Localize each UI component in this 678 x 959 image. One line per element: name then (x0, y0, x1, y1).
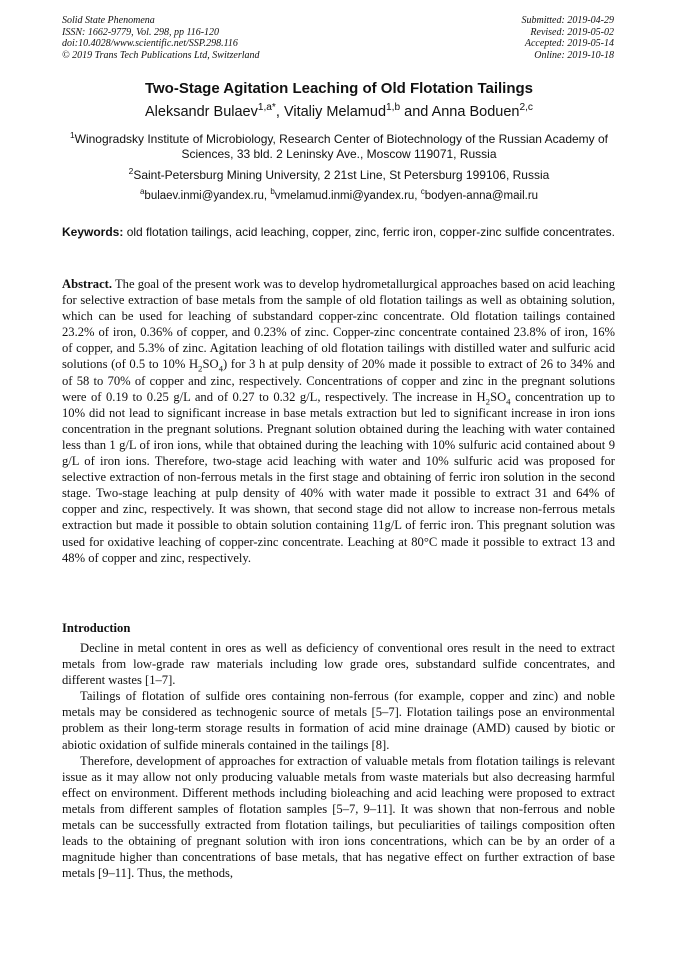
abstract (62, 276, 615, 566)
subscript: 4 (506, 396, 511, 407)
affiliation-2 (60, 168, 618, 183)
abstract-text: concentration up to 10% did not lead to significant increase in base metals extraction but led to significant increase in iron ions concentration in the pregnant solutions. Pregnant solution obtained during the leaching with water contained less than 1 g/L of iron ions, while that obtained during the leaching with 10% sulfuric acid contained about 9 g/L of iron ions. Therefore, two-stage acid leaching with water and 10% sulfuric acid was proposed for selective extraction of non-ferrous metals in the first stage and obtaining of ferric iron solution in the second stage. Two-stage leaching at pulp density of 40% with water made it possible to extract 31 and 64% of copper and zinc, respectively. It was shown, that second stage did not allow to increase non-ferrous metals extraction but made it possible to obtain solution containing 11g/L of ferric iron. This pregnant solution was used for oxidative leaching of copper-zinc concentrate. Leaching at 80°C made it possible to extract 13 and 48% of copper and zinc, respectively. (62, 389, 615, 565)
paragraph: Therefore, development of approaches for extraction of valuable metals from flotation tailings is relevant issue as it may allow not only producing valuable metals from waste materials but also decreasing harmful effect on environment. Different methods including bioleaching and acid leaching were proposed to extract metals from different samples of flotation samples [5–7, 9–11]. It was shown that non-ferrous and noble metals can be successfully extracted from flotation tailings, but peculiarities of tailings composition often leads to the obtaining of pregnant solution with iron ions concentrations, which can be by an order of a magnitude higher than concentrations of base metals, that has negative effect on further extraction of base metals [9–11]. Thus, the methods, (62, 753, 615, 881)
author-list (0, 104, 678, 120)
section-heading: Introduction (62, 621, 131, 635)
author-name: Aleksandr Bulaev (145, 104, 258, 120)
subscript: 2 (485, 396, 491, 407)
affiliation-1 (60, 132, 618, 162)
affiliation-mark: 1 (69, 130, 75, 140)
author-affiliation-mark: 1,b (386, 102, 401, 114)
author-name: Vitaliy Melamud (283, 104, 387, 120)
affiliation-mark: 2 (128, 166, 134, 176)
email-mark: b (270, 187, 275, 197)
abstract-text: SO (202, 357, 219, 372)
author-name: Anna Boduen (431, 104, 520, 120)
abstract-text: SO (490, 389, 507, 404)
keywords (62, 225, 615, 240)
keywords-text: old flotation tailings, acid leaching, copper, zinc, ferric iron, copper-zinc sulfide concentrates. (123, 225, 615, 239)
online-date: Online: 2019-10-18 (534, 49, 614, 61)
paper-title: Two-Stage Agitation Leaching of Old Flotation Tailings (144, 80, 534, 97)
publication-dates (522, 15, 615, 61)
author-separator: and (400, 104, 432, 120)
affiliation-text: Winogradsky Institute of Microbiology, Research Center of Biotechnology of the Russian Academy of Sciences, 33 bld. 2 Leninsky Ave., Moscow 119071, Russia (74, 132, 609, 161)
copyright: © 2019 Trans Tech Publications Ltd, Switzerland (62, 49, 260, 61)
abstract-text: The goal of the present work was to develop hydrometallurgical approaches based on acid leaching for selective extraction of base metals from the sample of old flotation tailings as well as obtaining solution, which can be used for leaching of substandard copper-zinc concentrate. Old flotation tailings contained 23.2% of iron, 0.36% of copper, and 0.23% of zinc. Copper-zinc concentrate contained 23.8% of iron, 16% of copper, and 5.3% of zinc. Agitation leaching of old flotation tailings with distilled water and sulfuric acid solutions (of 0.5 to 10% H (62, 277, 615, 372)
introduction-body (62, 640, 615, 881)
subscript: 4 (218, 363, 223, 374)
paragraph: Tailings of flotation of sulfide ores containing non-ferrous (for example, copper and zinc) and noble metals may be considered as technogenic source of metals [5–7]. Flotation tailings pose an environmental problem as their long-term storage results in formation of acid mine drainage (AMD) caused by biotic or abiotic oxidation of sulfide minerals contained in the tailings [8]. (62, 689, 615, 752)
abstract-label: Abstract. (62, 277, 113, 291)
email-mark: c (420, 187, 425, 197)
issn: ISSN: 1662-9779, Vol. 298, pp 116-120 (62, 26, 220, 38)
author-emails (60, 189, 618, 204)
author-separator: , (275, 104, 284, 120)
email-link[interactable]: bulaev.inmi@yandex.ru, (144, 190, 271, 202)
doi: doi:10.4028/www.scientific.net/SSP.298.116 (62, 38, 238, 49)
submitted-date: Submitted: 2019-04-29 (521, 15, 614, 26)
author-affiliation-mark: 2,c (519, 102, 533, 114)
author-affiliation-mark: 1,a* (257, 102, 276, 114)
email-mark: a (139, 187, 145, 197)
email-link[interactable]: vmelamud.inmi@yandex.ru, (274, 190, 421, 202)
abstract-text: ) for 3 h at pulp density of 20% made it possible to extract of 26 to 34% and of 58 to 70% of copper and zinc, respectively. Concentrations of copper and zinc in the pregnant solutions were of 0.19 to 0.25 g/L and of 0.27 to 0.32 g/L, respectively. The increase in H (62, 357, 615, 404)
affiliation-text: Saint-Petersburg Mining University, 2 21st Line, St Petersburg 199106, Russia (133, 168, 550, 182)
email-link[interactable]: bodyen-anna@mail.ru (424, 190, 539, 202)
keywords-label: Keywords: (62, 225, 124, 239)
journal-info (62, 15, 260, 61)
accepted-date: Accepted: 2019-05-14 (524, 38, 614, 49)
revised-date: Revised: 2019-05-02 (530, 26, 614, 38)
subscript: 2 (198, 363, 203, 374)
journal-name: Solid State Phenomena (62, 15, 155, 26)
paragraph: Decline in metal content in ores as well as deficiency of conventional ores result in the need to extract metals from low-grade raw materials including low grade ores, substandard sulfide concentrates, and different wastes [1–7]. (62, 641, 615, 688)
